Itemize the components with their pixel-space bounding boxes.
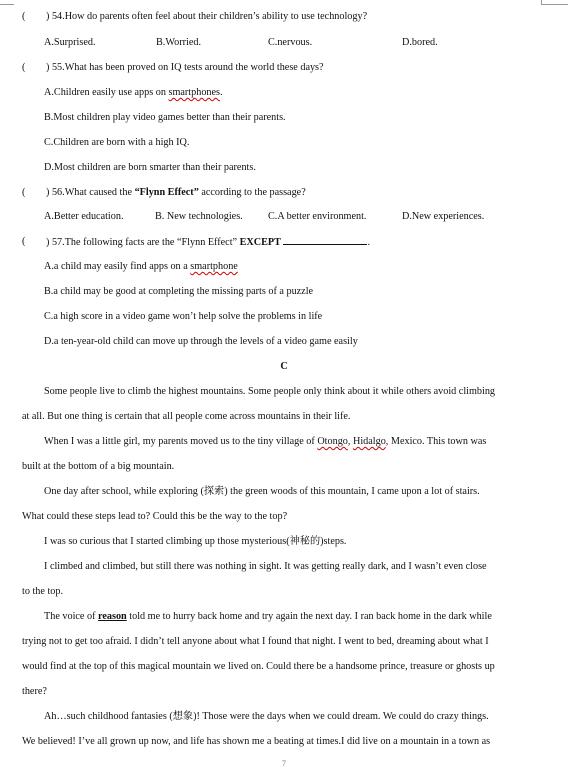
answer-blank[interactable]	[283, 235, 367, 245]
page-number: 7	[282, 759, 286, 768]
answer-paren-open[interactable]: (	[22, 187, 26, 198]
option-c: C.A better environment.	[268, 211, 367, 222]
question-stem: ) 54.How do parents often feel about their children’s ability to use technology?	[46, 11, 368, 22]
underlined-word: reason	[98, 611, 127, 622]
passage-line: to the top.	[22, 586, 64, 597]
option-d: D.bored.	[402, 37, 438, 48]
option-c: C.Children are born with a high IQ.	[44, 137, 190, 148]
option-d: D.Most children are born smarter than their parents.	[44, 162, 256, 173]
option-c: C.nervous.	[268, 37, 313, 48]
answer-paren-open[interactable]: (	[22, 11, 26, 22]
passage-line: at all. But one thing is certain that all people come across mountains in their life.	[22, 411, 351, 422]
option-a: A.Surprised.	[44, 37, 96, 48]
passage-line: built at the bottom of a big mountain.	[22, 461, 175, 472]
option-b: B. New technologies.	[155, 211, 243, 222]
passage-line: I climbed and climbed, but still there was nothing in sight. It was getting really dark, and I wasn’t even close	[44, 561, 487, 572]
option-c: C.a high score in a video game won’t help solve the problems in life	[44, 311, 323, 322]
option-b: B.Worried.	[156, 37, 202, 48]
passage-line: Ah…such childhood fantasies (想象)! Those were the days when we could dream. We could do crazy things.	[44, 711, 489, 722]
option-d: D.New experiences.	[402, 211, 485, 222]
option-a: A.Better education.	[44, 211, 124, 222]
answer-paren-open[interactable]: (	[22, 62, 26, 73]
passage-line: Some people live to climb the highest mountains. Some people only think about it while others avoid climbing	[44, 386, 496, 397]
question-stem: ) 56.What caused the “Flynn Effect” according to the passage?	[46, 187, 306, 198]
passage-line: What could these steps lead to? Could this be the way to the top?	[22, 511, 288, 522]
question-stem: ) 57.The following facts are the “Flynn Effect” EXCEPT .	[46, 237, 371, 248]
passage-line: would find at the top of this magical mountain we lived on. Could there be a handsome prince, treasure or ghosts up	[22, 661, 495, 672]
section-title: C	[280, 361, 288, 372]
spellcheck-word: smartphones	[168, 87, 220, 98]
passage-line: trying not to get too afraid. I didn’t tell anyone about what I found that night. I went to bed, dreaming about what I	[22, 636, 489, 647]
option-a: A.Children easily use apps on smartphones.	[44, 87, 223, 98]
option-b: B.Most children play video games better than their parents.	[44, 112, 286, 123]
passage-line: One day after school, while exploring (探索) the green woods of this mountain, I came upon a lot of stairs.	[44, 486, 480, 497]
passage-line: I was so curious that I started climbing up those mysterious(神秘的)steps.	[44, 536, 347, 547]
option-a: A.a child may easily find apps on a smartphone	[44, 261, 238, 272]
crop-mark-top-left	[0, 4, 14, 5]
passage-line: there?	[22, 686, 47, 697]
passage-line: When I was a little girl, my parents moved us to the tiny village of Otongo, Hidalgo, Mexico. This town was	[44, 436, 487, 447]
option-b: B.a child may be good at completing the missing parts of a puzzle	[44, 286, 314, 297]
spellcheck-word: smartphone	[190, 261, 238, 272]
spellcheck-word: Hidalgo	[352, 436, 386, 447]
passage-line: We believed! I’ve all grown up now, and life has shown me a beating at times.I did live on a mountain in a town as	[22, 736, 491, 747]
crop-mark-top-right-h	[541, 4, 568, 5]
spellcheck-word: Otongo	[317, 436, 348, 447]
passage-line: The voice of reason told me to hurry back home and try again the next day. I ran back home in the dark while	[44, 611, 492, 622]
question-stem: ) 55.What has been proved on IQ tests around the world these days?	[46, 62, 324, 73]
option-d: D.a ten-year-old child can move up through the levels of a video game easily	[44, 336, 358, 347]
answer-paren-open[interactable]: (	[22, 236, 26, 247]
